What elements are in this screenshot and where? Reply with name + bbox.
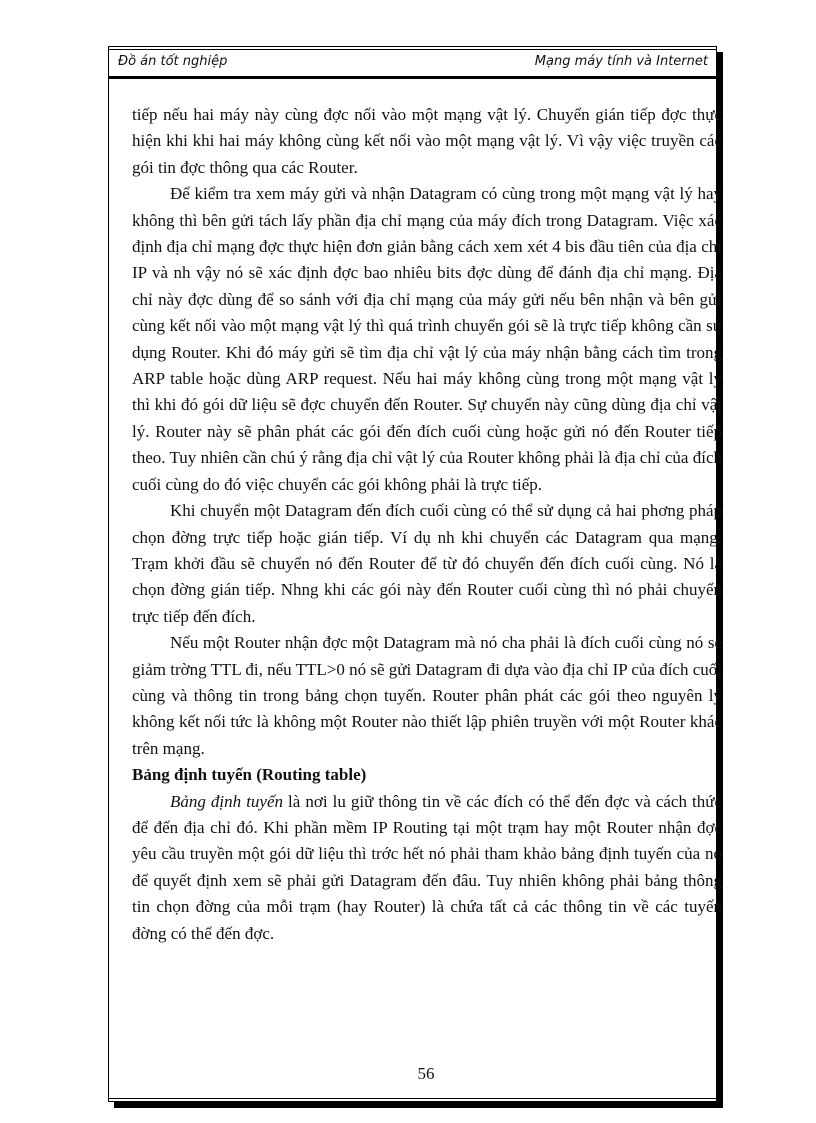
paragraph-3: Khi chuyển một Datagram đến đích cuối cùng có thể sử dụng cả hai phơng pháp chọn đờng trực tiếp hoặc gián tiếp. Ví dụ nh khi chuyển các Datagram qua mạng. Trạm khởi đầu sẽ chuyển nó đến Router để từ đó chuyển đến đích cuối cùng. Nó là chọn đờng gián tiếp. Nhng khi các gói này đến Router cuối cùng thì nó phải chuyển trực tiếp đến đích.: [132, 501, 722, 626]
page-number: 56: [417, 1064, 435, 1083]
header-right-title: Mạng máy tính và Internet: [534, 54, 708, 69]
section-text: là nơi lu giữ thông tin về các đích có thể đến đợc và cách thức để đến địa chỉ đó. Khi phần mềm IP Routing tại một trạm hay một Router nhận đợc yêu cầu truyền một gói dữ liệu thì trớc hết nó phải tham khảo bảng định tuyến của nó để quyết định xem sẽ phải gửi Datagram đến đâu. Tuy nhiên không phải bảng thông tin chọn đờng của mỗi trạm (hay Router) là chứa tất cả các thông tin về các tuyến đờng có thể đến đợc.: [132, 791, 723, 943]
section-paragraph: [132, 789, 722, 947]
paragraph-2: Để kiểm tra xem máy gửi và nhận Datagram có cùng trong một mạng vật lý hay không thì bên gửi tách lấy phần địa chỉ mạng của máy đích trong Datagram. Việc xác định địa chỉ mạng đợc thực hiện đơn giản bằng cách xem xét 4 bis đầu tiên của địa chỉ IP và nh vậy nó sẽ xác định đợc bao nhiêu bits đợc dùng để đánh địa chỉ mạng. Địa chỉ này đợc dùng để so sánh với địa chỉ mạng của máy gửi nếu bên nhận và bên gửi cùng kết nối vào một mạng vật lý thì quá trình chuyển gói sẽ là trực tiếp không cần sử dụng Router. Khi đó máy gửi sẽ tìm địa chỉ vật lý của máy nhận bằng cách tìm trong ARP table hoặc dùng ARP request. Nếu hai máy không cùng trong một mạng vật lý thì khi đó gói dữ liệu sẽ đợc chuyển đến Router. Sự chuyển này cũng dùng địa chỉ vật lý. Router này sẽ phân phát các gói đến đích cuối cùng hoặc gửi nó đến Router tiếp theo. Tuy nhiên cần chú ý rằng địa chỉ vật lý của Router không phải là địa chỉ của đích cuối cùng do đó việc chuyển các gói không phải là trực tiếp.: [132, 184, 722, 494]
paragraph-1: tiếp nếu hai máy này cùng đợc nối vào một mạng vật lý. Chuyển gián tiếp đợc thực hiện khi khi hai máy không cùng kết nối vào một mạng vật lý. Vì vậy việc truyền các gói tin đợc thông qua các Router.: [132, 105, 722, 177]
header-left-title: Đồ án tốt nghiệp: [118, 54, 228, 69]
header-rule: [108, 76, 716, 79]
paragraph-4: Nếu một Router nhận đợc một Datagram mà nó cha phải là đích cuối cùng nó sẽ giảm trờng TTL đi, nếu TTL>0 nó sẽ gửi Datagram đi dựa vào địa chỉ IP của đích cuối cùng và thông tin trong bảng chọn tuyến. Router phân phát các gói theo nguyên lý không kết nối tức là không một Router nào thiết lập phiên truyền với một Router khác trên mạng.: [132, 633, 722, 758]
section-term: Bảng định tuyến: [170, 791, 284, 811]
page-border-bottom-inner: [108, 1098, 716, 1099]
document-body: [132, 102, 722, 947]
section-heading: Bảng định tuyến (Routing table): [132, 765, 367, 785]
page-shadow-bottom: [114, 1102, 723, 1108]
page-border-top: [108, 46, 716, 47]
page-border-top-inner: [108, 49, 716, 50]
page-border-left: [108, 46, 109, 1102]
page-header: [118, 52, 708, 74]
